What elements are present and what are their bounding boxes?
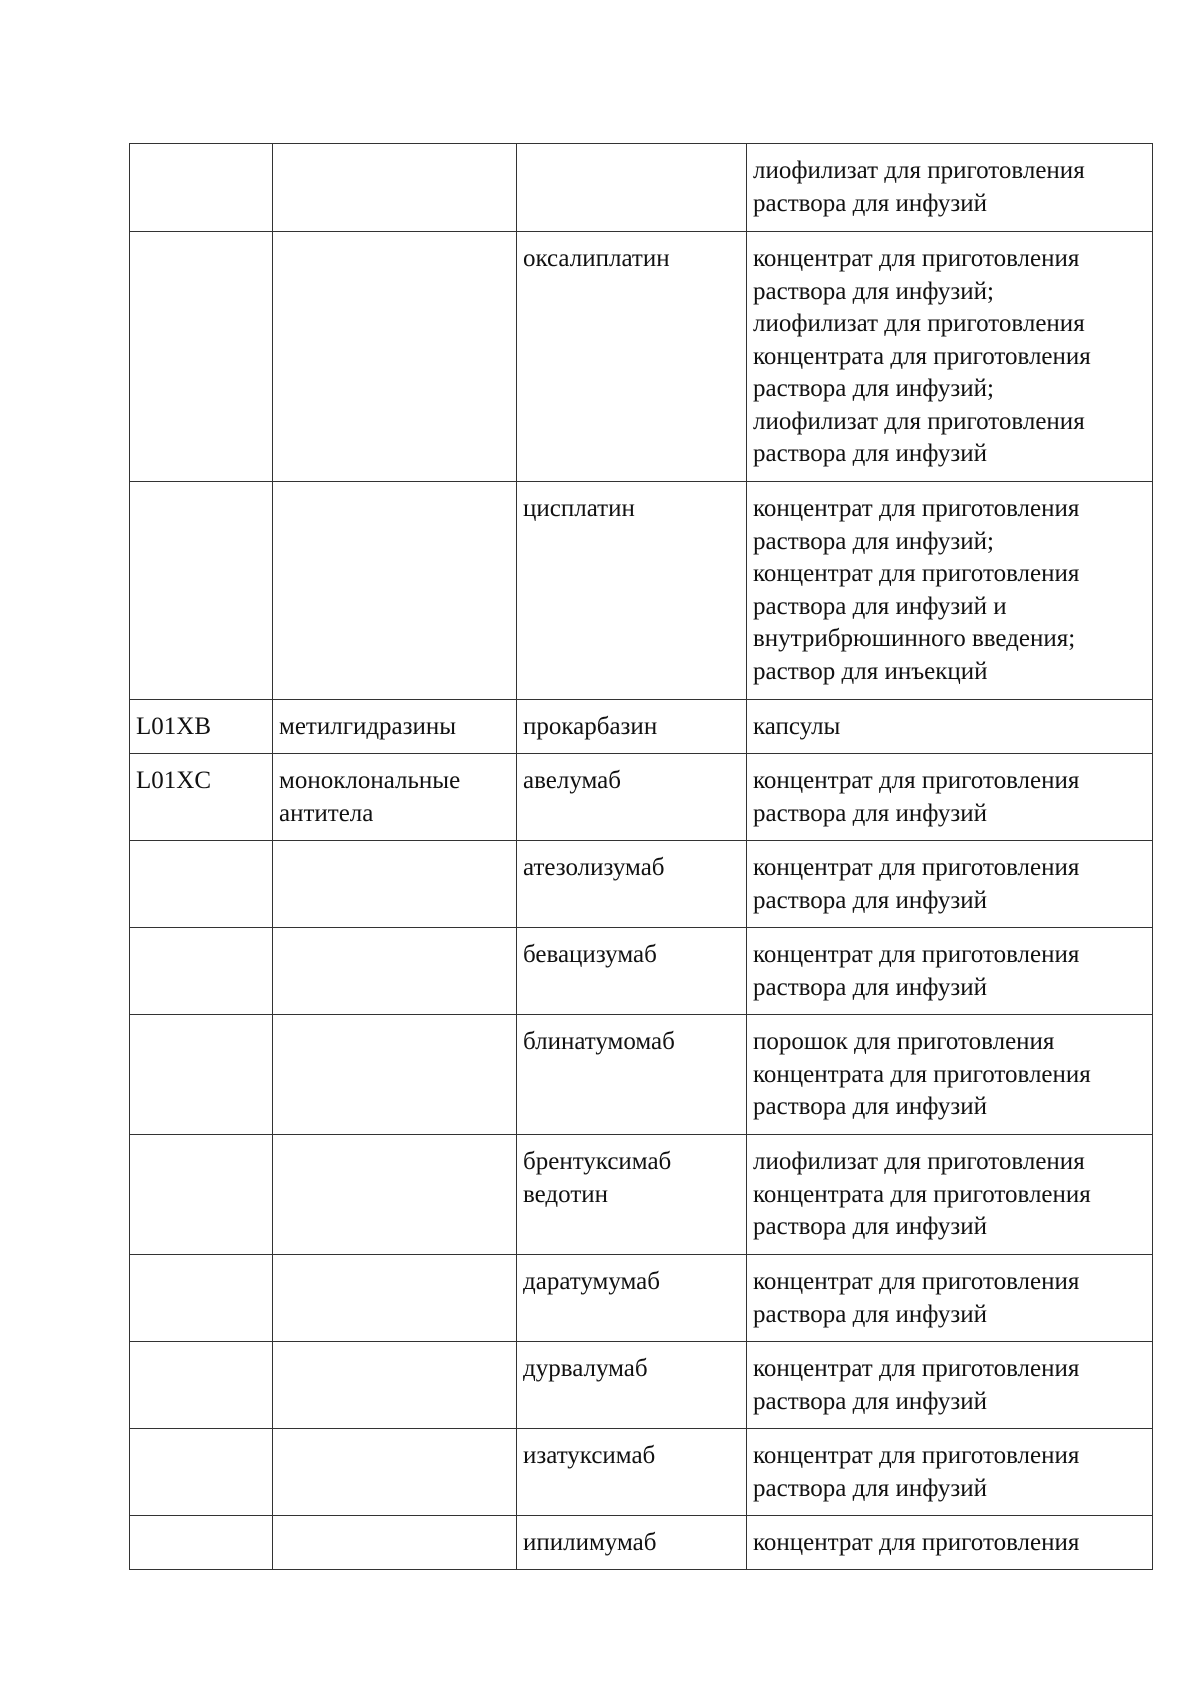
dosage-form-cell [747, 1015, 1153, 1135]
dosage-form-line: раствора для инфузий [753, 1387, 988, 1415]
dosage-form-line: порошок для приготовления [753, 1028, 1055, 1055]
atc-code-line: L01XC [136, 767, 211, 794]
dosage-form-line: раствора для инфузий [753, 799, 988, 827]
table-row [130, 841, 1153, 928]
drug-name-cell [517, 1429, 747, 1516]
drug-name-line: атезолизумаб [523, 854, 665, 881]
atc-code-cell [130, 841, 273, 928]
dosage-form-line: раствора для инфузий [753, 1300, 988, 1328]
dosage-form-cell [747, 1429, 1153, 1516]
dosage-form-cell [747, 1516, 1153, 1570]
dosage-form-line: раствора для инфузий [753, 189, 988, 217]
dosage-form-line: раствора для инфузий [753, 1093, 988, 1120]
dosage-form-line: концентрата для приготовления [753, 1180, 1091, 1208]
table-row [130, 928, 1153, 1015]
group-cell [273, 144, 517, 232]
dosage-form-cell [747, 754, 1153, 841]
table-body [130, 144, 1153, 1570]
drug-name-cell [517, 1255, 747, 1342]
dosage-form-line: концентрат для приготовления [753, 495, 1080, 522]
dosage-form-cell [747, 928, 1153, 1015]
group-cell [273, 1015, 517, 1135]
dosage-form-line: концентрат для приготовления [753, 1442, 1080, 1469]
dosage-form-line: концентрат для приготовления [753, 1529, 1080, 1556]
drug-name-line: блинатумомаб [523, 1028, 675, 1055]
drug-name-line: ведотин [523, 1180, 608, 1208]
drug-name-line: даратумумаб [523, 1268, 660, 1295]
drug-name-cell [517, 928, 747, 1015]
table-row [130, 232, 1153, 482]
dosage-form-line: раствора для инфузий; [753, 527, 994, 555]
table-row [130, 1015, 1153, 1135]
dosage-form-line: раствора для инфузий [753, 440, 988, 467]
drug-name-line: дурвалумаб [523, 1355, 648, 1382]
dosage-form-line: лиофилизат для приготовления [753, 407, 1085, 435]
atc-code-line: L01XB [136, 713, 211, 740]
table-row [130, 1255, 1153, 1342]
dosage-form-line: раствора для инфузий [753, 973, 988, 1001]
group-line: антитела [279, 799, 374, 827]
dosage-form-line: концентрат для приготовления [753, 1268, 1080, 1295]
group-cell [273, 928, 517, 1015]
dosage-form-line: раствора для инфузий [753, 1474, 988, 1502]
dosage-form-cell [747, 1342, 1153, 1429]
group-cell [273, 482, 517, 700]
drug-name-cell [517, 232, 747, 482]
dosage-form-cell [747, 1255, 1153, 1342]
table-row [130, 1135, 1153, 1255]
drug-name-line: оксалиплатин [523, 245, 670, 272]
dosage-form-line: раствора для инфузий; [753, 277, 994, 305]
drug-name-cell [517, 1135, 747, 1255]
group-cell [273, 1342, 517, 1429]
drug-name-cell [517, 1516, 747, 1570]
dosage-form-line: лиофилизат для приготовления [753, 157, 1085, 184]
dosage-form-line: концентрат для приготовления [753, 941, 1080, 968]
atc-code-cell [130, 1342, 273, 1429]
drug-name-line: прокарбазин [523, 713, 658, 740]
dosage-form-cell [747, 1135, 1153, 1255]
atc-code-cell [130, 1516, 273, 1570]
dosage-form-line: лиофилизат для приготовления [753, 310, 1085, 337]
atc-code-cell [130, 1015, 273, 1135]
dosage-form-line: концентрата для приготовления [753, 342, 1091, 370]
drug-table [129, 143, 1153, 1570]
drug-name-cell [517, 482, 747, 700]
group-cell [273, 700, 517, 754]
group-cell [273, 754, 517, 841]
drug-name-cell [517, 144, 747, 232]
dosage-form-line: раствора для инфузий и [753, 592, 1007, 620]
drug-name-line: изатуксимаб [523, 1442, 656, 1469]
group-line: моноклональные [279, 767, 461, 794]
atc-code-cell [130, 232, 273, 482]
dosage-form-line: раствора для инфузий [753, 886, 988, 914]
drug-name-cell [517, 1015, 747, 1135]
dosage-form-cell [747, 700, 1153, 754]
dosage-form-line: концентрат для приготовления [753, 767, 1080, 794]
group-cell [273, 841, 517, 928]
atc-code-cell [130, 754, 273, 841]
dosage-form-cell [747, 144, 1153, 232]
dosage-form-cell [747, 841, 1153, 928]
atc-code-cell [130, 144, 273, 232]
dosage-form-line: капсулы [753, 713, 841, 740]
atc-code-cell [130, 482, 273, 700]
drug-name-line: брентуксимаб [523, 1148, 672, 1175]
group-cell [273, 232, 517, 482]
group-cell [273, 1516, 517, 1570]
dosage-form-line: концентрат для приготовления [753, 245, 1080, 272]
dosage-form-line: раствора для инфузий [753, 1213, 988, 1240]
drug-name-line: бевацизумаб [523, 941, 657, 968]
drug-name-cell [517, 700, 747, 754]
dosage-form-line: внутрибрюшинного введения; [753, 625, 1076, 652]
dosage-form-line: концентрат для приготовления [753, 1355, 1080, 1382]
drug-name-line: цисплатин [523, 495, 635, 522]
table-row [130, 700, 1153, 754]
dosage-form-line: раствор для инъекций [753, 657, 988, 685]
dosage-form-cell [747, 232, 1153, 482]
atc-code-cell [130, 1429, 273, 1516]
dosage-form-line: раствора для инфузий; [753, 375, 994, 402]
atc-code-cell [130, 1255, 273, 1342]
drug-name-cell [517, 754, 747, 841]
table-row [130, 1342, 1153, 1429]
table-row [130, 144, 1153, 232]
atc-code-cell [130, 1135, 273, 1255]
table-row [130, 1516, 1153, 1570]
table-row [130, 1429, 1153, 1516]
drug-name-cell [517, 1342, 747, 1429]
dosage-form-line: концентрат для приготовления [753, 854, 1080, 881]
atc-code-cell [130, 700, 273, 754]
dosage-form-cell [747, 482, 1153, 700]
dosage-form-line: концентрат для приготовления [753, 560, 1080, 587]
group-line: метилгидразины [279, 713, 457, 740]
group-cell [273, 1429, 517, 1516]
dosage-form-line: концентрата для приготовления [753, 1060, 1091, 1088]
dosage-form-line: лиофилизат для приготовления [753, 1148, 1085, 1175]
table-row [130, 482, 1153, 700]
atc-code-cell [130, 928, 273, 1015]
group-cell [273, 1255, 517, 1342]
drug-name-line: ипилимумаб [523, 1529, 657, 1556]
drug-name-line: авелумаб [523, 767, 621, 794]
group-cell [273, 1135, 517, 1255]
drug-name-cell [517, 841, 747, 928]
table-row [130, 754, 1153, 841]
